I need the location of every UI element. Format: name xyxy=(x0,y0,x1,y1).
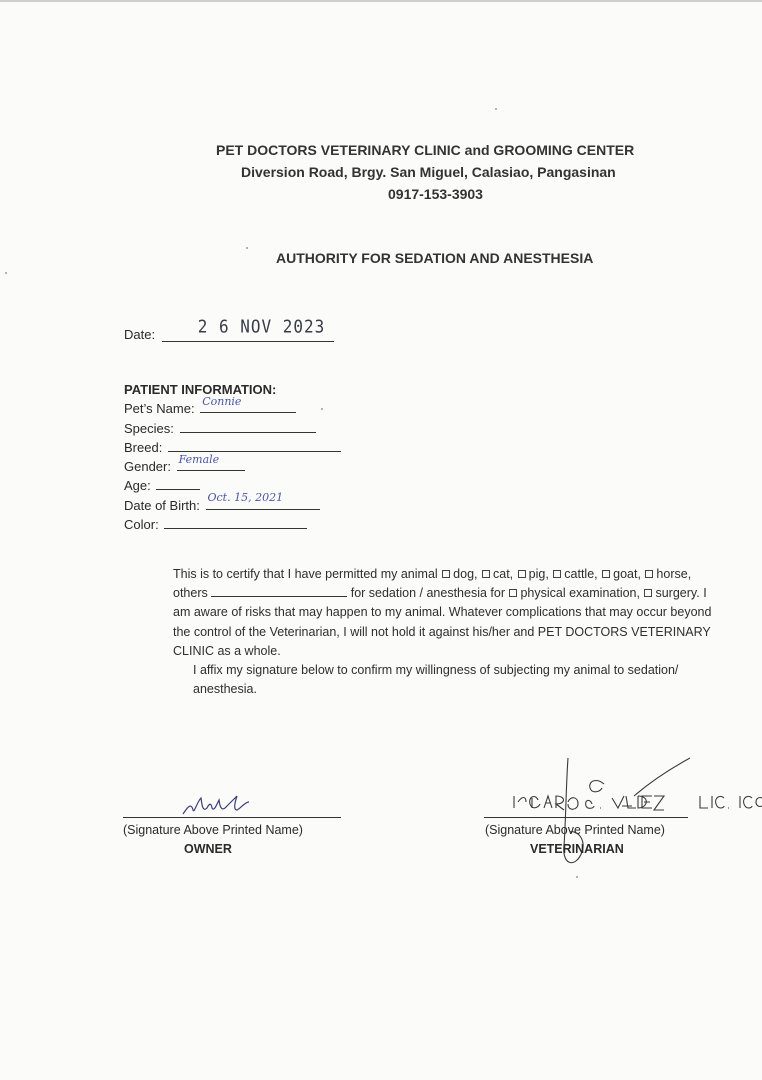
option-pig-label: pig, xyxy=(528,567,549,581)
owner-role: OWNER xyxy=(184,842,232,856)
clinic-address: Diversion Road, Brgy. San Miguel, Calasiao, Pangasinan xyxy=(241,164,616,180)
clinic-phone: 0917-153-3903 xyxy=(388,186,483,202)
checkbox-goat[interactable] xyxy=(602,570,610,578)
patient-information xyxy=(124,381,341,534)
checkbox-horse[interactable] xyxy=(645,570,653,578)
option-goat-label: goat, xyxy=(613,567,641,581)
gender-field xyxy=(124,452,341,476)
option-dog-label: dog, xyxy=(453,567,478,581)
owner-signature-icon xyxy=(179,788,259,820)
risk-acknowledgement: I am aware of risks that may happen to my animal. Whatever complications that may occur beyond the control of the Veterinarian, I will not hold it against his/her and PET DOCTORS VETERINARY CLINIC as a whole. xyxy=(173,586,712,658)
color-line[interactable] xyxy=(164,515,307,529)
species-field xyxy=(124,419,341,438)
color-label: Color: xyxy=(124,517,159,533)
date-of-birth-field xyxy=(124,491,341,515)
owner-signature-caption: (Signature Above Printed Name) xyxy=(123,823,303,837)
sedation-purpose-text: for sedation / anesthesia for xyxy=(350,586,505,601)
scan-speck xyxy=(576,876,578,878)
owner-signature-line[interactable] xyxy=(123,817,341,818)
signature-consent-paragraph: I affix my signature below to confirm my willingness of subjecting my animal to sedation/ anesthesia. xyxy=(193,663,679,697)
species-line[interactable] xyxy=(180,419,316,433)
scan-edge xyxy=(0,0,762,2)
age-label: Age: xyxy=(124,478,151,494)
checkbox-dog[interactable] xyxy=(442,570,450,578)
date-label: Date: xyxy=(124,327,156,342)
date-of-birth-line[interactable] xyxy=(206,491,320,510)
pet-name-value: Connie xyxy=(202,395,242,408)
option-horse-others-label: horse, others xyxy=(173,567,692,601)
species-label: Species: xyxy=(124,420,174,436)
scan-speck xyxy=(495,108,497,110)
checkbox-cat[interactable] xyxy=(482,570,490,578)
scan-speck xyxy=(246,247,248,249)
breed-label: Breed: xyxy=(124,439,163,455)
vet-signature-caption: (Signature Above Printed Name) xyxy=(485,823,665,837)
form-title: AUTHORITY FOR SEDATION AND ANESTHESIA xyxy=(276,250,594,266)
option-cat-label: cat, xyxy=(493,567,514,581)
option-physical-examination-label: physical examination, xyxy=(520,586,640,601)
vet-signature-line[interactable] xyxy=(484,817,688,818)
date-of-birth-value: Oct. 15, 2021 xyxy=(207,491,284,505)
clinic-name: PET DOCTORS VETERINARY CLINIC and GROOMING CENTER xyxy=(216,142,635,158)
pet-name-label: Pet’s Name: xyxy=(124,401,195,417)
date-value: 2 6 NOV 2023 xyxy=(197,316,326,337)
pet-name-line[interactable] xyxy=(200,395,296,413)
gender-line[interactable] xyxy=(177,452,245,471)
color-field xyxy=(124,515,341,534)
certification-intro: This is to certify that I have permitted my animal xyxy=(173,567,438,581)
patient-heading: PATIENT INFORMATION: xyxy=(124,382,277,397)
scan-speck xyxy=(5,272,7,274)
vet-role: VETERINARIAN xyxy=(530,842,624,856)
option-cattle-label: cattle, xyxy=(564,567,598,581)
gender-label: Gender: xyxy=(124,459,171,475)
date-of-birth-label: Date of Birth: xyxy=(124,497,200,513)
checkbox-pig[interactable] xyxy=(518,570,526,578)
age-line[interactable] xyxy=(156,476,200,490)
others-line[interactable] xyxy=(211,584,347,597)
breed-field xyxy=(124,438,341,457)
breed-line[interactable] xyxy=(168,438,341,452)
option-surgery-label: surgery. xyxy=(655,586,700,601)
checkbox-cattle[interactable] xyxy=(553,570,561,578)
date-line[interactable] xyxy=(162,316,334,342)
certification-paragraph xyxy=(124,565,724,661)
checkbox-physical-examination[interactable] xyxy=(509,589,517,597)
certification-text xyxy=(124,565,724,699)
gender-value: Female xyxy=(178,452,220,466)
pet-name-field xyxy=(124,395,341,418)
checkbox-surgery[interactable] xyxy=(644,589,652,597)
date-field xyxy=(124,316,334,342)
